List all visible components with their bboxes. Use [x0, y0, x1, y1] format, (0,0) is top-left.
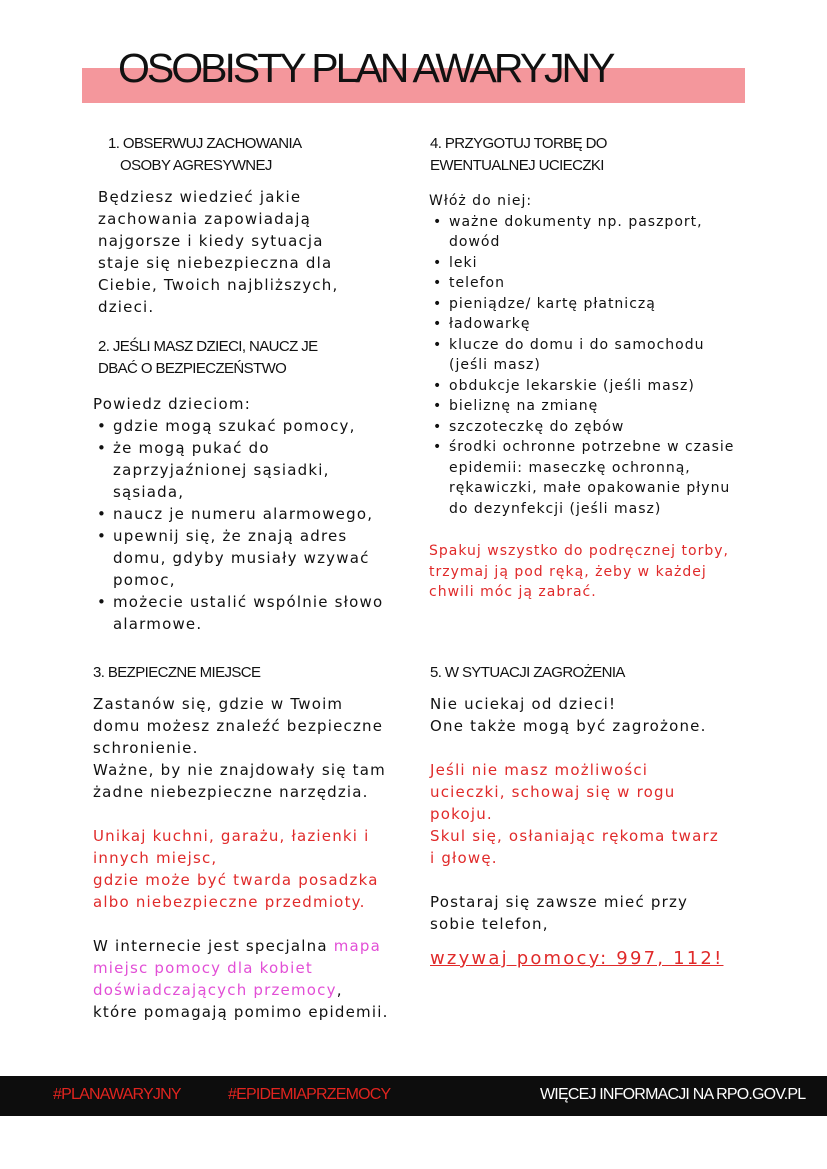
- section-4-heading: [430, 133, 607, 177]
- list-item: • że mogą pukać do zaprzyjaźnionej sąsiadki, sąsiada,: [93, 437, 403, 503]
- list-item: • klucze do domu i do samochodu (jeśli masz): [429, 335, 759, 376]
- section-3-heading: 3. BEZPIECZNE MIEJSCE: [93, 664, 261, 681]
- section-5-heading: 5. W SYTUACJI ZAGROŻENIA: [430, 664, 625, 681]
- list-item: • naucz je numeru alarmowego,: [93, 503, 403, 525]
- help-map-link[interactable]: mapa: [333, 937, 382, 955]
- warning-text: Spakuj wszystko do podręcznej torby,: [429, 543, 729, 559]
- hashtag-plan-awaryjny[interactable]: #PLANAWARYJNY: [53, 1086, 181, 1103]
- list-item: • ważne dokumenty np. paszport, dowód: [429, 212, 759, 253]
- warning-text: trzymaj ją pod ręką, żeby w każdej: [429, 563, 707, 580]
- bag-items-list: [429, 212, 759, 520]
- section-4-heading-line: 4. PRZYGOTUJ TORBĘ DO: [430, 135, 607, 152]
- warning-text: gdzie może być twarda posadzka: [93, 871, 379, 889]
- warning-text: innych miejsc,: [93, 849, 218, 867]
- section-1-text: [98, 186, 338, 318]
- text-line: najgorsze i kiedy sytuacja: [98, 232, 324, 250]
- warning-text: ucieczki, schowaj się w rogu: [430, 783, 676, 801]
- text-line: zachowania zapowiadają: [98, 210, 311, 228]
- more-info-link[interactable]: WIĘCEJ INFORMACJI NA RPO.GOV.PL: [540, 1086, 806, 1103]
- page-title: OSOBISTY PLAN AWARYJNY: [118, 45, 613, 91]
- list-item: • pieniądze/ kartę płatniczą: [429, 294, 759, 315]
- text-line: dzieci.: [98, 298, 155, 316]
- emergency-numbers-link[interactable]: wzywaj pomocy: 997, 112!: [430, 948, 724, 969]
- list-item: • szczoteczkę do zębów: [429, 417, 759, 438]
- help-map-link[interactable]: doświadczających przemocy: [93, 981, 337, 999]
- warning-text: Jeśli nie masz możliwości: [430, 761, 649, 779]
- section-1-heading-line: 1. OBSERWUJ ZACHOWANIA: [108, 135, 302, 152]
- list-item: • obdukcje lekarskie (jeśli masz): [429, 376, 759, 397]
- list-item: • możecie ustalić wspólnie słowo alarmowe.: [93, 591, 403, 635]
- help-map-link[interactable]: miejsc pomocy dla kobiet: [93, 959, 313, 977]
- warning-text: pokoju.: [430, 805, 493, 823]
- section-4-heading-line: EWENTUALNEJ UCIECZKI: [430, 157, 604, 174]
- list-item: • bieliznę na zmianę: [429, 396, 759, 417]
- section-5-text: Nie uciekaj od dzieci! One także mogą być zagrożone. Jeśli nie masz możliwości ucieczki, schowaj się w rogu pokoju. Skul się, osłaniając rękoma twarz i głowę. Postaraj się zawsze mieć przy sobie telefon,: [430, 693, 760, 935]
- warning-text: albo niebezpieczne przedmioty.: [93, 893, 366, 911]
- warning-text: Skul się, osłaniając rękoma twarz: [430, 827, 719, 845]
- warning-text: chwili móc ją zabrać.: [429, 584, 597, 600]
- section-4-text: [429, 191, 759, 603]
- intro-text: Powiedz dzieciom:: [93, 395, 251, 413]
- section-1-heading: [108, 133, 302, 177]
- section-3-text: Zastanów się, gdzie w Twoim domu możesz znaleźć bezpieczne schronienie. Ważne, by nie znajdowały się tam żadne niebezpieczne narzędzia. Unikaj kuchni, garażu, łazienki i innych miejsc, gdzie może być twarda posadzka albo niebezpieczne przedmioty. W internecie jest specjalna mapa miejsc pomocy dla kobiet doświadczających przemocy, które pomagają pomimo epidemii.: [93, 693, 413, 1023]
- list-item: • środki ochronne potrzebne w czasie epidemii: maseczkę ochronną, rękawiczki, małe opakowanie płynu do dezynfekcji (jeśli masz): [429, 437, 759, 519]
- section-2-heading: [98, 336, 318, 380]
- list-item: • upewnij się, że znają adres domu, gdyby musiały wzywać pomoc,: [93, 525, 403, 591]
- warning-text: i głowę.: [430, 849, 498, 867]
- list-item: • ładowarkę: [429, 314, 759, 335]
- text-line: Ciebie, Twoich najbliższych,: [98, 276, 339, 294]
- text-line: staje się niebezpieczna dla: [98, 254, 333, 272]
- children-tips-list: [93, 415, 403, 635]
- text-line: Będziesz wiedzieć jakie: [98, 188, 302, 206]
- intro-text: Włóż do niej:: [429, 193, 533, 209]
- warning-text: Unikaj kuchni, garażu, łazienki i: [93, 827, 370, 845]
- section-2-heading-line: 2. JEŚLI MASZ DZIECI, NAUCZ JE: [98, 338, 318, 355]
- section-1-heading-line: OSOBY AGRESYWNEJ: [120, 157, 272, 174]
- section-2-heading-line: DBAĆ O BEZPIECZEŃSTWO: [98, 360, 287, 377]
- list-item: • leki: [429, 253, 759, 274]
- section-2-text: [93, 393, 403, 635]
- list-item: • gdzie mogą szukać pomocy,: [93, 415, 403, 437]
- footer-bar: [0, 1076, 827, 1116]
- hashtag-epidemia-przemocy[interactable]: #EPIDEMIAPRZEMOCY: [228, 1086, 391, 1103]
- list-item: • telefon: [429, 273, 759, 294]
